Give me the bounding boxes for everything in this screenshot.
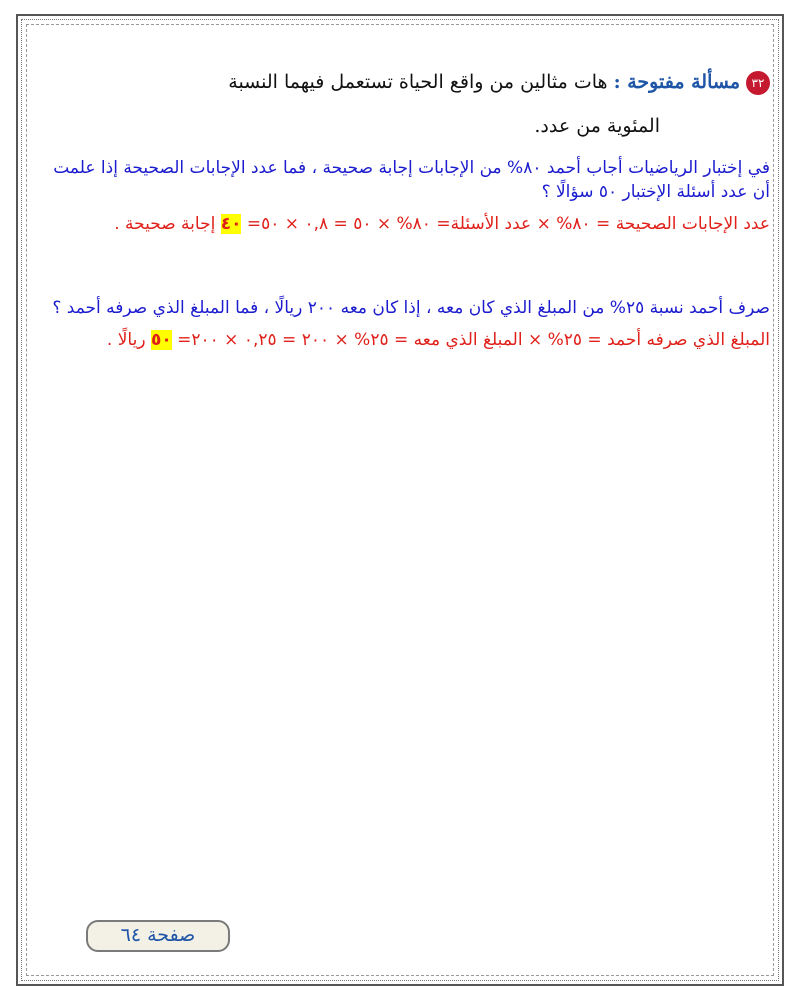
example-2-solution-unit: ريالًا . — [106, 330, 151, 350]
example-2-solution-text: المبلغ الذي صرفه أحمد = ٢٥% × المبلغ الذي معه = ٢٥% × ٢٠٠ = ٠,٢٥ × ٢٠٠= — [171, 330, 770, 350]
page-content — [52, 60, 770, 352]
example-1-solution-unit: إجابة صحيحة . — [114, 214, 221, 234]
question-text-line1: هات مثالين من واقع الحياة تستعمل فيهما النسبة — [228, 71, 614, 93]
example-1-problem: في إختبار الرياضيات أجاب أحمد ٨٠% من الإجابات إجابة صحيحة ، فما عدد الإجابات الصحيحة إذا علمت أن عدد أسئلة الإختبار ٥٠ سؤالًا ؟ — [53, 158, 770, 202]
question-label: مسألة مفتوحة : — [613, 71, 740, 93]
spacer — [52, 320, 770, 328]
page-number-label: صفحة ٦٤ — [120, 924, 196, 946]
example-1-solution-text: عدد الإجابات الصحيحة = ٨٠% × عدد الأسئلة= ٨٠% × ٥٠ = ٠,٨ × ٥٠= — [241, 214, 770, 234]
spacer — [52, 204, 770, 212]
example-1-solution — [52, 212, 770, 236]
spacer — [52, 236, 770, 296]
spacer — [52, 148, 770, 156]
question-text-line2: المئوية من عدد. — [534, 115, 660, 137]
example-2-solution — [52, 328, 770, 352]
example-2-answer-highlight: ٥٠ — [150, 330, 172, 350]
question-number-badge: ٣٢ — [746, 71, 770, 95]
example-1-answer-highlight: ٤٠ — [220, 214, 242, 234]
question-statement — [52, 60, 770, 148]
example-2-problem: صرف أحمد نسبة ٢٥% من المبلغ الذي كان معه ، إذا كان معه ٢٠٠ ريالًا ، فما المبلغ الذي صرفه أحمد ؟ — [52, 298, 770, 318]
page-number-tab — [86, 920, 230, 952]
